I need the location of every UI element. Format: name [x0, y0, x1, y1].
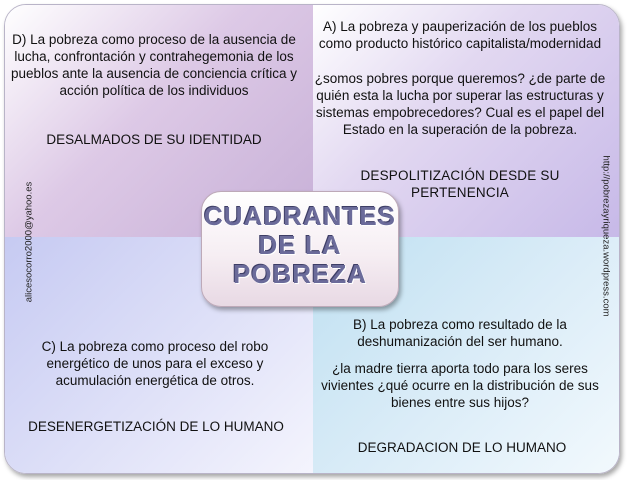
quadrant-a-label: DESPOLITIZACIÓN DESDE SU PERTENENCIA — [360, 168, 560, 200]
source-url: http://pobrezayriqueza.wordpress.com — [600, 155, 612, 317]
center-title-box — [201, 191, 399, 307]
quadrant-a-question: ¿somos pobres porque queremos? ¿de parte de quién esta la lucha por superar las estructuras y sistemas empobrecedores? Cual es el papel del Estado en la superación de la pobreza. — [314, 71, 606, 137]
quadrant-c-label: DESENERGETIZACIÓN DE LO HUMANO — [28, 419, 284, 434]
quadrant-b-statement: B) La pobreza como resultado de la deshumanización del ser humano. — [353, 317, 567, 349]
quadrant-d-statement: D) La pobreza como proceso de la ausencia de lucha, confrontación y contrahegemonia de los pueblos ante la ausencia de conciencia crítica y acción política de los individuos — [11, 32, 297, 98]
quadrant-a-statement: A) La pobreza y pauperización de los pueblos como producto histórico capitalista/modernidad — [318, 19, 602, 51]
diagram-title: CUADRANTES DE LA POBREZA — [204, 201, 396, 289]
quadrant-b-label: DEGRADACION DE LO HUMANO — [357, 440, 567, 455]
quadrant-c-statement: C) La pobreza como proceso del robo energético de unos para el exceso y acumulación energética de otros. — [41, 339, 269, 388]
quadrant-b-question: ¿la madre tierra aporta todo para los seres vivientes ¿qué ocurre en la distribución de sus bienes entre sus hijos? — [321, 361, 599, 410]
quadrant-d-label: DESALMADOS DE SU IDENTIDAD — [46, 132, 262, 147]
author-email: alicesocorro2000@yahoo.es — [23, 181, 35, 303]
